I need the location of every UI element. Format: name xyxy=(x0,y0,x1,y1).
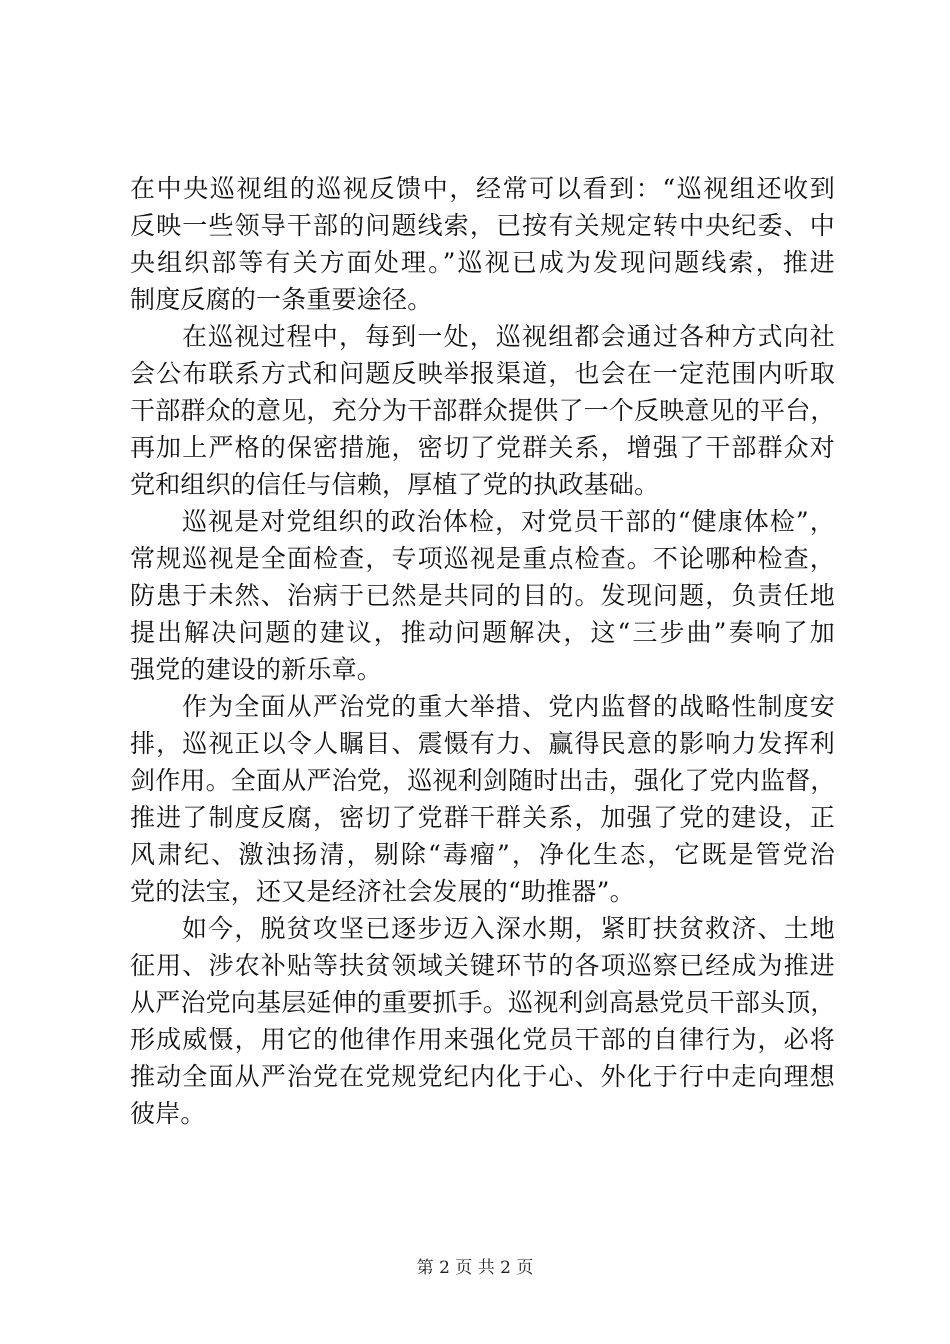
text-line: 党的法宝，还又是经济社会发展的“助推器”。 xyxy=(130,877,635,906)
text-line: 征用、涉农补贴等扶贫领域关键环节的各项巡察已经成为推进 xyxy=(130,951,835,980)
text-line: 形成威慑，用它的他律作用来强化党员干部的自律行为，必将 xyxy=(130,1025,835,1054)
text-line: 剑作用。全面从严治党，巡视利剑随时出击，强化了党内监督， xyxy=(130,766,836,795)
text-line: 制度反腐的一条重要途径。 xyxy=(130,285,433,314)
text-line: 常规巡视是全面检查，专项巡视是重点检查。不论哪种检查， xyxy=(130,544,835,573)
text-line: 如今，脱贫攻坚已逐步迈入深水期，紧盯扶贫救济、土地 xyxy=(182,914,835,943)
paragraph-2 xyxy=(130,318,835,503)
paragraph-5 xyxy=(130,910,835,1132)
text-line: 党和组织的信任与信赖，厚植了党的执政基础。 xyxy=(130,470,660,499)
text-line: 排，巡视正以令人瞩目、震慑有力、赢得民意的影响力发挥利 xyxy=(130,729,835,758)
page-number-footer: 第 2 页 共 2 页 xyxy=(416,1258,534,1278)
paragraph-3 xyxy=(130,503,835,688)
text-line: 再加上严格的保密措施，密切了党群关系，增强了干部群众对 xyxy=(130,433,835,462)
text-line: 会公布联系方式和问题反映举报渠道，也会在一定范围内听取 xyxy=(130,359,835,388)
text-line: 推动全面从严治党在党规党纪内化于心、外化于行中走向理想 xyxy=(130,1062,835,1091)
text-line: 反映一些领导干部的问题线索，已按有关规定转中央纪委、中 xyxy=(130,211,835,240)
paragraph-4 xyxy=(130,688,835,910)
text-line: 推进了制度反腐，密切了党群干群关系，加强了党的建设，正 xyxy=(130,803,835,832)
text-line: 从严治党向基层延伸的重要抓手。巡视利剑高悬党员干部头顶， xyxy=(130,988,836,1017)
body-text xyxy=(130,170,835,1132)
text-line: 巡视是对党组织的政治体检，对党员干部的“健康体检”， xyxy=(182,507,835,536)
text-line: 强党的建设的新乐章。 xyxy=(130,655,383,684)
text-line: 防患于未然、治病于已然是共同的目的。发现问题，负责任地 xyxy=(130,581,835,610)
text-line: 作为全面从严治党的重大举措、党内监督的战略性制度安 xyxy=(182,692,835,721)
text-line: 在巡视过程中，每到一处，巡视组都会通过各种方式向社 xyxy=(182,322,835,351)
text-line: 在中央巡视组的巡视反馈中，经常可以看到：“巡视组还收到 xyxy=(130,174,835,203)
text-line: 彼岸。 xyxy=(130,1099,206,1128)
text-line: 央组织部等有关方面处理。”巡视已成为发现问题线索，推进 xyxy=(130,248,835,277)
text-line: 风肃纪、激浊扬清，剔除“毒瘤”，净化生态，它既是管党治 xyxy=(130,840,835,869)
text-line: 提出解决问题的建议，推动问题解决，这“三步曲”奏响了加 xyxy=(130,618,835,647)
text-line: 干部群众的意见，充分为干部群众提供了一个反映意见的平台， xyxy=(130,396,836,425)
paragraph-1 xyxy=(130,170,835,318)
